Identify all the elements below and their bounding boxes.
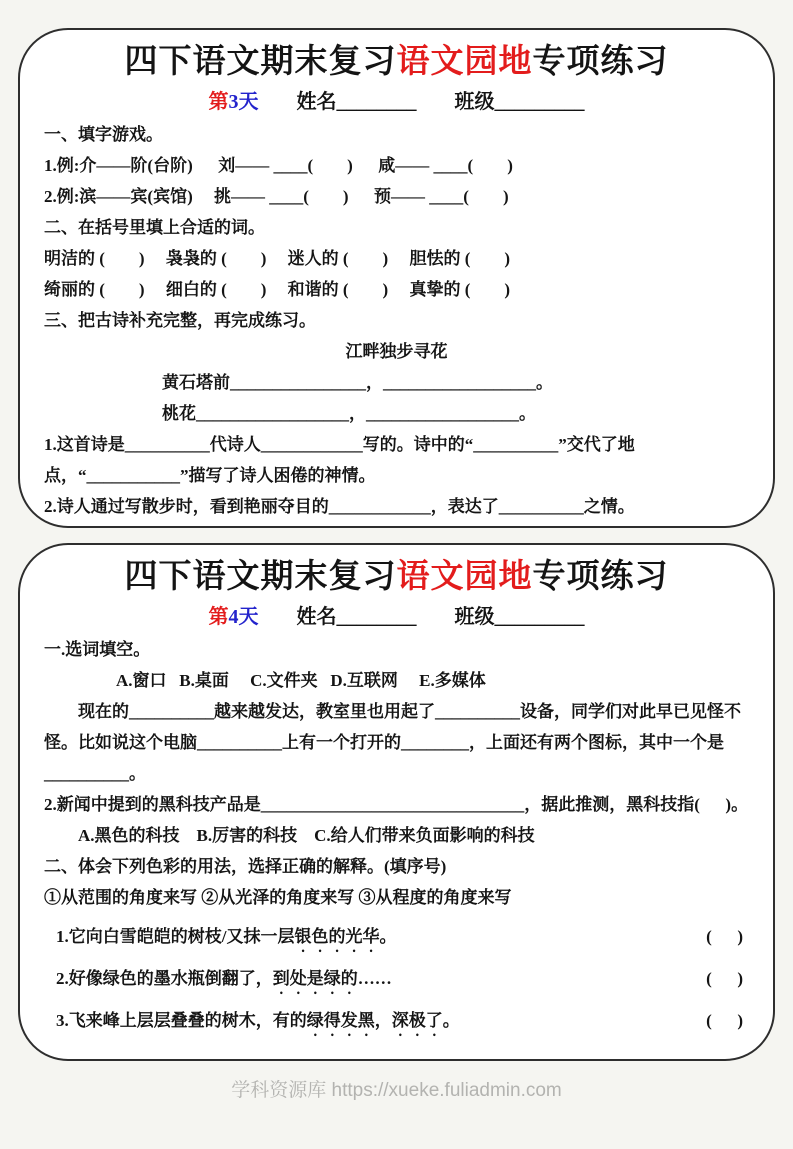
answer-bracket: ( ): [706, 1010, 743, 1030]
day-label: [209, 600, 259, 629]
answer-bracket: ( ): [706, 926, 743, 946]
text-segment-blue: 3天: [228, 91, 259, 114]
text-segment: 。: [379, 926, 397, 946]
poem-question-2: 2.诗人通过写散步时，看到艳丽夺目的____________，表达了__________之情。: [44, 496, 635, 516]
fill-character-line-1: 1.例:介——阶(台阶) 刘—— ____( ) 咸—— ____( ): [44, 156, 513, 176]
worksheet-body-day4: [44, 635, 749, 1039]
poem-title: 江畔独步寻花: [345, 341, 448, 361]
class-field-label: 班级_________: [454, 606, 585, 629]
text-segment-red: 第: [208, 606, 229, 629]
worksheet-panel-day4: [18, 543, 775, 1061]
text-segment-red: 语文园地: [396, 44, 533, 80]
sentence-text: [44, 922, 396, 956]
worksheet-title-day4: [44, 557, 749, 598]
section2-heading: 二、在括号里填上合适的词。: [44, 218, 265, 238]
class-field-label: 班级_________: [454, 91, 585, 114]
poem-line-2: 桃花__________________，__________________。: [162, 403, 536, 423]
name-field-label: 姓名________: [296, 91, 417, 114]
poem-question-1: 1.这首诗是__________代诗人____________写的。诗中的“__________”交代了地点，“___________”描写了诗人困倦的神情。: [44, 434, 635, 485]
worksheet-body-day3: [44, 120, 749, 522]
word-bank-options: A.窗口 B.桌面 C.文件夹 D.互联网 E.多媒体: [116, 671, 486, 691]
text-segment-emph: 深极了: [391, 1010, 443, 1030]
worksheet-title-day3: [44, 42, 749, 83]
section3-heading: 三、把古诗补充完整，再完成练习。: [44, 310, 316, 330]
word-fill-row-1: 明洁的 ( ) 袅袅的 ( ) 迷人的 ( ) 胆怯的 ( ): [44, 249, 511, 268]
text-segment-red: 第: [208, 91, 229, 114]
color-sentence-1: [44, 922, 749, 956]
text-segment-emph: 银色的光华: [294, 926, 380, 946]
cloze-paragraph: 现在的__________越来越发达，教室里也用起了__________设备，同学们对此早已见怪不怪。比如说这个电脑__________上有一个打开的________，上面还有两个图标，其中一个是__________。: [44, 702, 741, 783]
text-segment-blue: 4天: [228, 606, 259, 629]
text-segment-red: 语文园地: [396, 559, 533, 595]
sentence-text: [44, 964, 392, 998]
text-segment: 1.它向白雪皑皑的树枝/又抹一层: [56, 926, 295, 946]
text-segment: 3.飞来峰上层层叠叠的树木，有的: [56, 1010, 307, 1030]
name-field-label: 姓名________: [296, 606, 417, 629]
text-segment: 四下语文期末复习: [124, 559, 397, 595]
section1-heading: 一.选词填空。: [44, 640, 151, 660]
sentence-text: [44, 1006, 460, 1040]
color-sentence-2: [44, 964, 749, 998]
worksheet-panel-day3: [18, 28, 775, 528]
text-segment: 2.好像绿色的墨水瓶倒翻了，: [56, 968, 273, 988]
answer-bracket: ( ): [706, 968, 743, 988]
section2-heading: 二、体会下列色彩的用法，选择正确的解释。(填序号): [44, 856, 447, 876]
poem-line-1: 黄石塔前________________，__________________。: [162, 372, 553, 392]
color-sentence-3: [44, 1006, 749, 1040]
text-segment: 四下语文期末复习: [124, 44, 397, 80]
site-watermark: 学科资源库 https://xueke.fuliadmin.com: [231, 1080, 562, 1101]
section1-heading: 一、填字游戏。: [44, 125, 163, 145]
news-question: 2.新闻中提到的黑科技产品是_______________________________，据此推测，黑科技指( )。: [44, 794, 749, 814]
worksheet-subhead-day3: [44, 85, 749, 114]
text-segment-emph: 到处是绿的……: [272, 968, 392, 988]
color-usage-hints: ①从范围的角度来写 ②从光泽的角度来写 ③从程度的角度来写: [44, 887, 512, 907]
text-segment: 专项练习: [532, 44, 669, 80]
text-segment: 专项练习: [532, 559, 669, 595]
fill-character-line-2: 2.例:滨——宾(宾馆) 挑—— ____( ) 预—— ____( ): [44, 187, 509, 207]
text-segment: ，: [374, 1010, 392, 1030]
worksheet-page: [0, 28, 793, 1149]
worksheet-subhead-day4: [44, 600, 749, 629]
word-fill-row-2: 绮丽的 ( ) 细白的 ( ) 和谐的 ( ) 真挚的 ( ): [44, 279, 511, 299]
text-segment-emph: 绿得发黑: [306, 1010, 375, 1030]
text-segment: 。: [442, 1010, 460, 1030]
day-label: [209, 85, 259, 114]
news-question-options: A.黑色的科技 B.厉害的科技 C.给人们带来负面影响的科技: [78, 825, 535, 845]
